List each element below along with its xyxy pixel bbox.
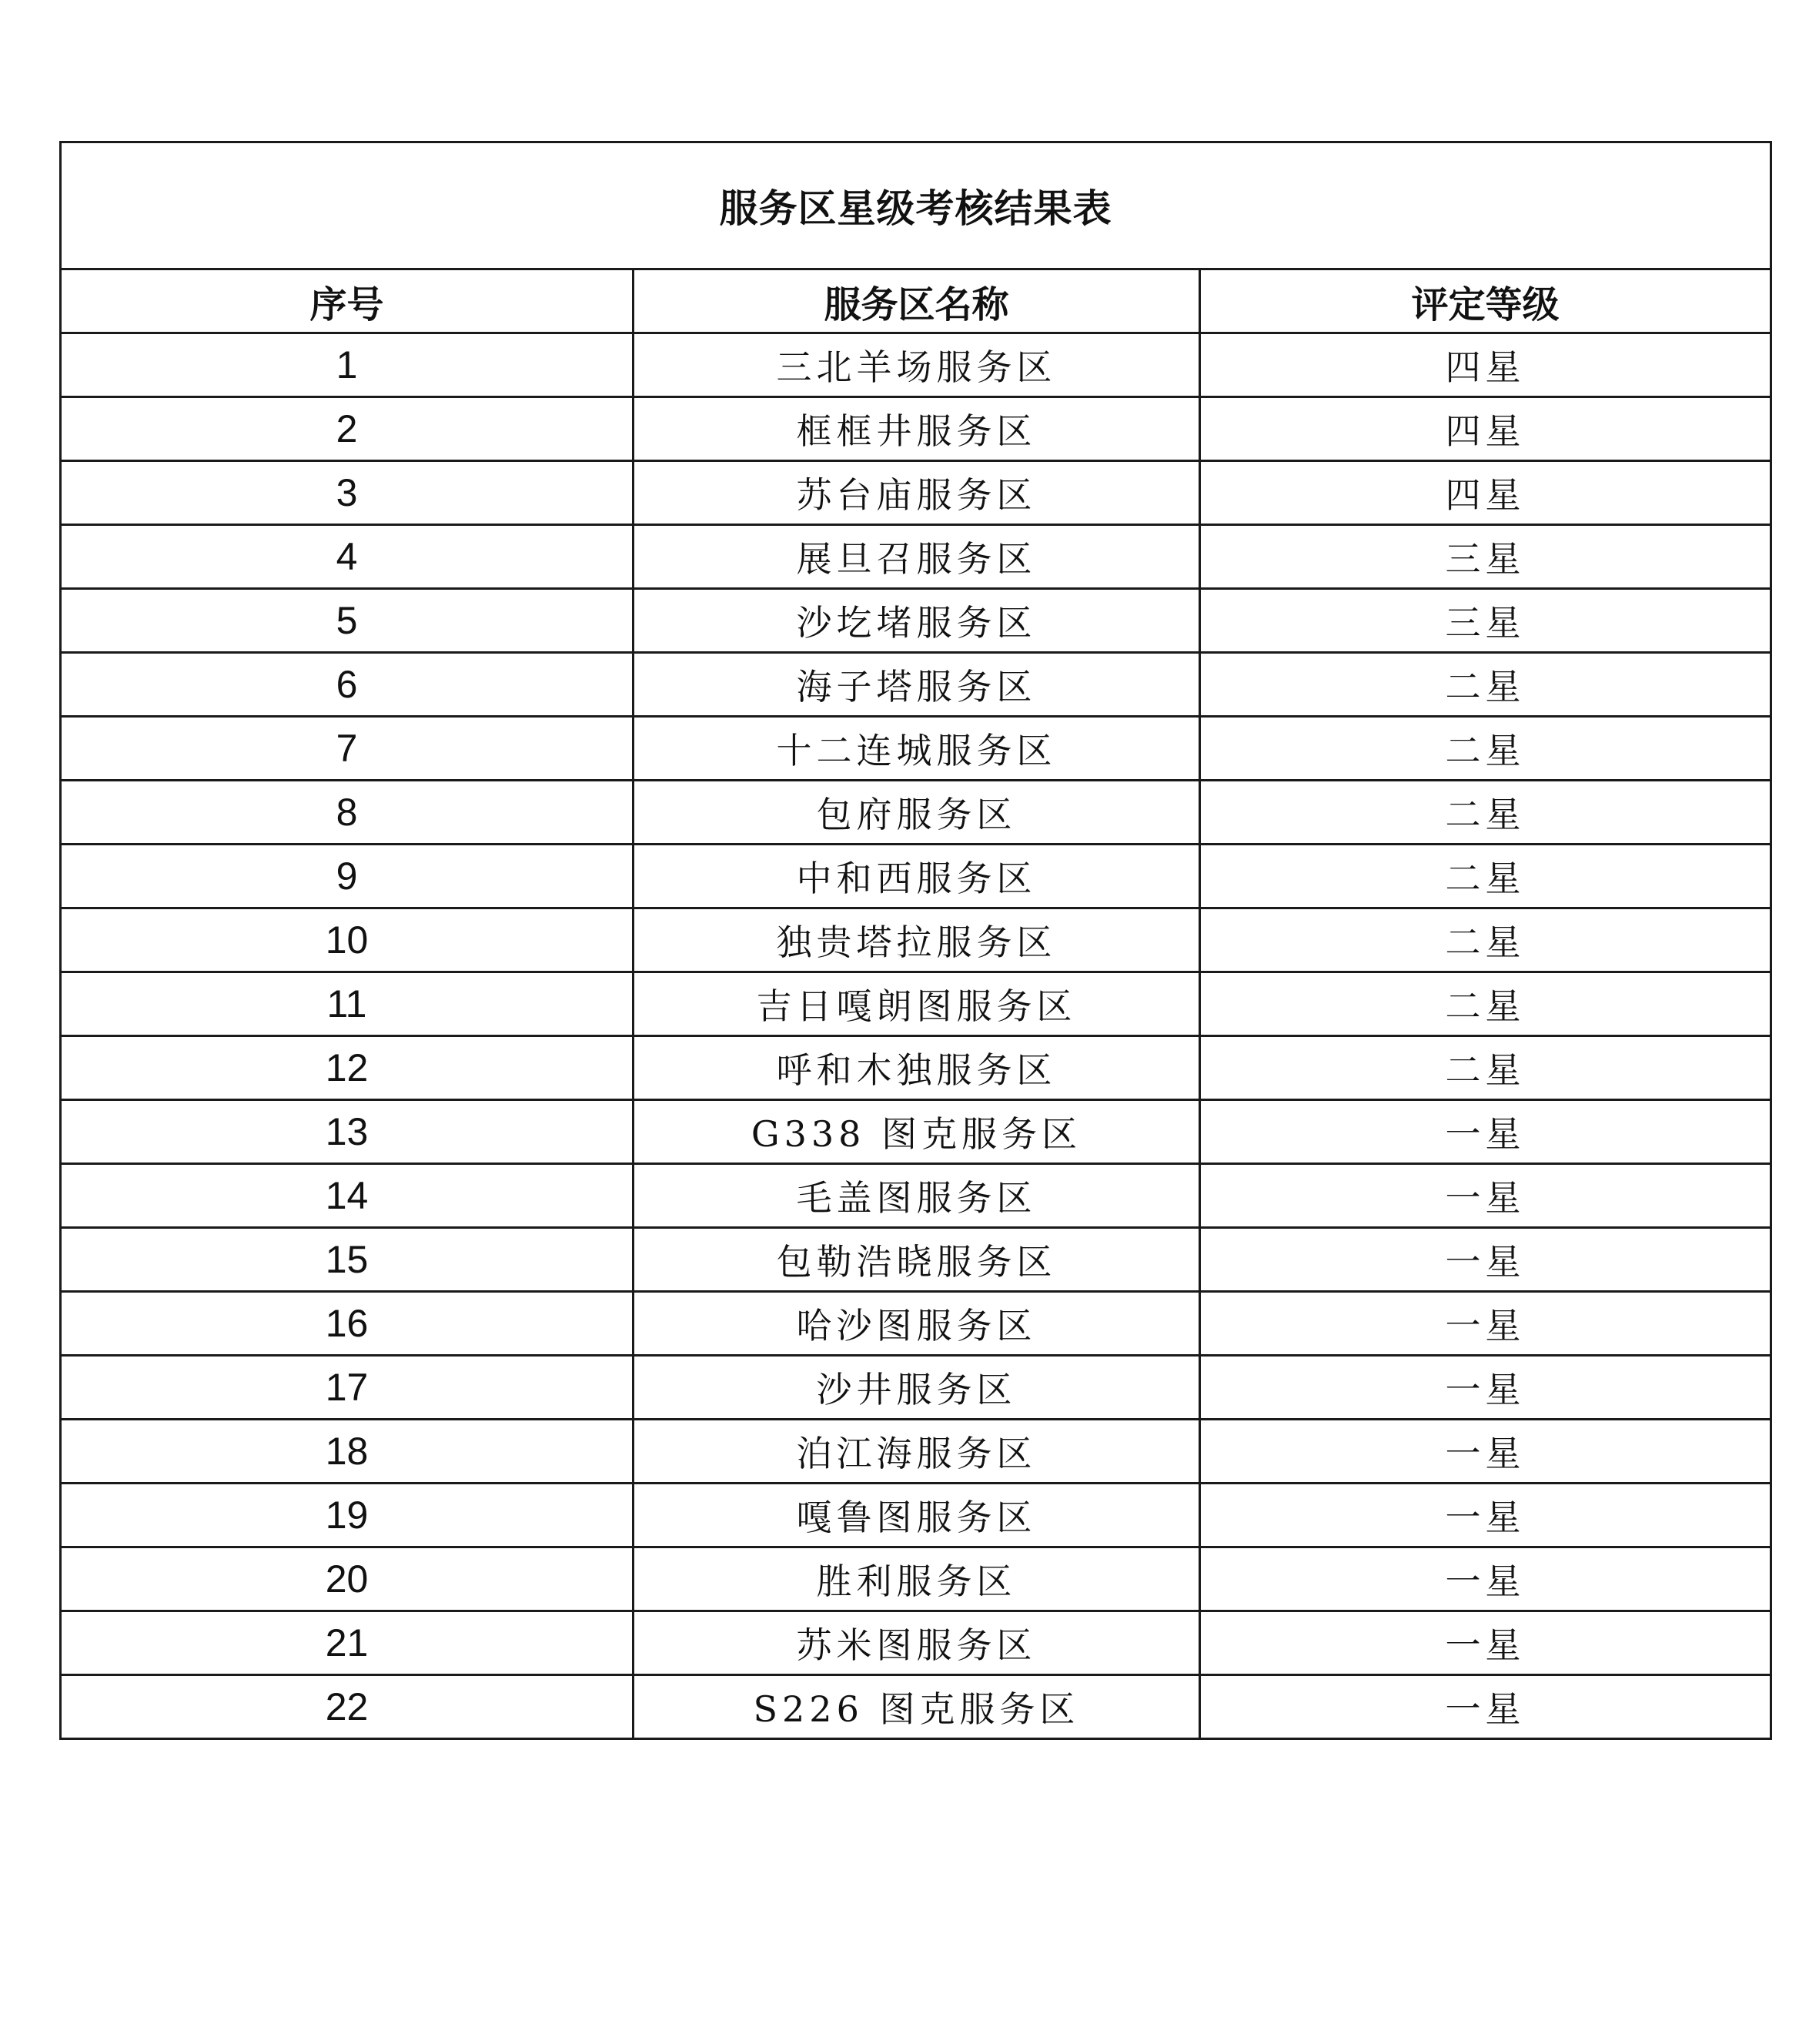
row-number: 10 — [61, 908, 634, 972]
star-grade: 二星 — [1200, 653, 1771, 717]
service-area-name: 沙圪堵服务区 — [634, 589, 1200, 653]
table-row — [61, 1164, 1771, 1228]
star-grade: 二星 — [1200, 908, 1771, 972]
row-number: 7 — [61, 717, 634, 781]
service-area-name: 海子塔服务区 — [634, 653, 1200, 717]
table-row — [61, 972, 1771, 1036]
table-row — [61, 1420, 1771, 1484]
star-grade: 三星 — [1200, 589, 1771, 653]
service-area-name: 苏米图服务区 — [634, 1611, 1200, 1675]
star-grade: 一星 — [1200, 1420, 1771, 1484]
row-number: 19 — [61, 1484, 634, 1547]
service-area-name: 胜利服务区 — [634, 1547, 1200, 1611]
star-grade: 二星 — [1200, 781, 1771, 845]
star-grade: 二星 — [1200, 972, 1771, 1036]
row-number: 14 — [61, 1164, 634, 1228]
row-number: 1 — [61, 333, 634, 397]
table-title: 服务区星级考核结果表 — [61, 142, 1771, 269]
star-grade: 一星 — [1200, 1611, 1771, 1675]
table-row — [61, 1228, 1771, 1292]
star-grade: 一星 — [1200, 1292, 1771, 1356]
header-name: 服务区名称 — [634, 269, 1200, 333]
row-number: 15 — [61, 1228, 634, 1292]
star-grade: 二星 — [1200, 845, 1771, 908]
results-table — [59, 141, 1772, 1740]
star-grade: 一星 — [1200, 1100, 1771, 1164]
header-row — [61, 269, 1771, 333]
header-no: 序号 — [61, 269, 634, 333]
star-grade: 三星 — [1200, 525, 1771, 589]
service-area-name: 包勒浩晓服务区 — [634, 1228, 1200, 1292]
table-row — [61, 461, 1771, 525]
star-grade: 四星 — [1200, 333, 1771, 397]
row-number: 6 — [61, 653, 634, 717]
service-area-name: 呼和木独服务区 — [634, 1036, 1200, 1100]
row-number: 20 — [61, 1547, 634, 1611]
table-row — [61, 1356, 1771, 1420]
table-row — [61, 908, 1771, 972]
row-number: 4 — [61, 525, 634, 589]
table-row — [61, 1611, 1771, 1675]
row-number: 21 — [61, 1611, 634, 1675]
table-row — [61, 1292, 1771, 1356]
row-number: 9 — [61, 845, 634, 908]
table-row — [61, 333, 1771, 397]
table-row — [61, 845, 1771, 908]
row-number: 18 — [61, 1420, 634, 1484]
star-grade: 一星 — [1200, 1547, 1771, 1611]
row-number: 12 — [61, 1036, 634, 1100]
header-grade: 评定等级 — [1200, 269, 1771, 333]
table-row — [61, 397, 1771, 461]
service-area-name: 包府服务区 — [634, 781, 1200, 845]
service-area-name: 苏台庙服务区 — [634, 461, 1200, 525]
service-area-name: 哈沙图服务区 — [634, 1292, 1200, 1356]
table-row — [61, 1547, 1771, 1611]
row-number: 22 — [61, 1675, 634, 1739]
service-area-name: S226 图克服务区 — [634, 1675, 1200, 1739]
service-area-name: 三北羊场服务区 — [634, 333, 1200, 397]
star-grade: 一星 — [1200, 1675, 1771, 1739]
table-row — [61, 589, 1771, 653]
row-number: 5 — [61, 589, 634, 653]
row-number: 13 — [61, 1100, 634, 1164]
row-number: 11 — [61, 972, 634, 1036]
star-grade: 四星 — [1200, 461, 1771, 525]
service-area-name: 中和西服务区 — [634, 845, 1200, 908]
table-row — [61, 1484, 1771, 1547]
service-area-name: 泊江海服务区 — [634, 1420, 1200, 1484]
service-area-name: 框框井服务区 — [634, 397, 1200, 461]
row-number: 8 — [61, 781, 634, 845]
table-row — [61, 717, 1771, 781]
service-area-name: 沙井服务区 — [634, 1356, 1200, 1420]
star-grade: 二星 — [1200, 717, 1771, 781]
row-number: 3 — [61, 461, 634, 525]
star-grade: 一星 — [1200, 1228, 1771, 1292]
star-grade: 二星 — [1200, 1036, 1771, 1100]
title-row — [61, 142, 1771, 269]
row-number: 2 — [61, 397, 634, 461]
row-number: 16 — [61, 1292, 634, 1356]
service-area-name: 独贵塔拉服务区 — [634, 908, 1200, 972]
star-grade: 一星 — [1200, 1484, 1771, 1547]
table-row — [61, 653, 1771, 717]
table-row — [61, 781, 1771, 845]
service-area-name: 十二连城服务区 — [634, 717, 1200, 781]
table-row — [61, 1675, 1771, 1739]
service-area-name: 毛盖图服务区 — [634, 1164, 1200, 1228]
star-grade: 一星 — [1200, 1164, 1771, 1228]
row-number: 17 — [61, 1356, 634, 1420]
star-grade: 一星 — [1200, 1356, 1771, 1420]
service-area-name: 展旦召服务区 — [634, 525, 1200, 589]
service-area-name: 嘎鲁图服务区 — [634, 1484, 1200, 1547]
service-area-name: G338 图克服务区 — [634, 1100, 1200, 1164]
table-row — [61, 1100, 1771, 1164]
table-row — [61, 525, 1771, 589]
table-row — [61, 1036, 1771, 1100]
service-area-name: 吉日嘎朗图服务区 — [634, 972, 1200, 1036]
star-grade: 四星 — [1200, 397, 1771, 461]
